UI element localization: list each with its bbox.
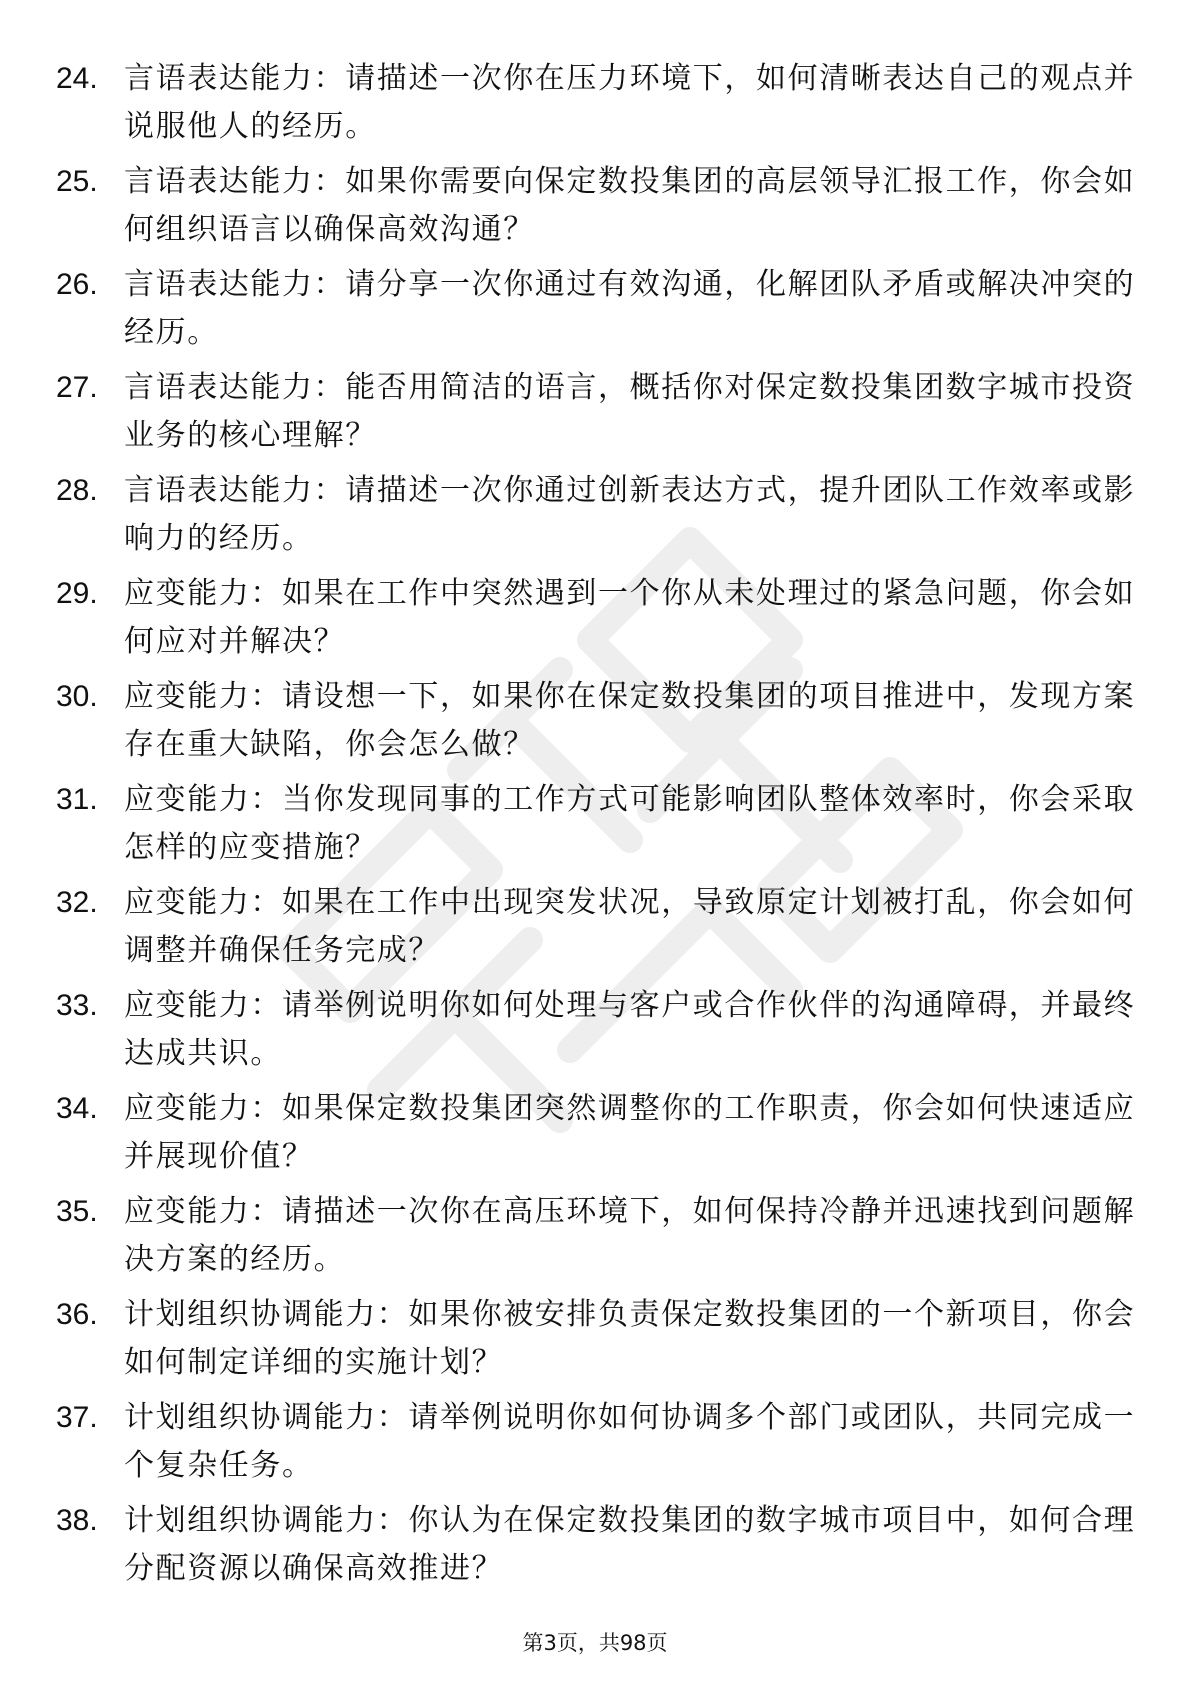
question-number: 33. <box>56 989 98 1022</box>
question-item <box>56 1085 1136 1188</box>
question-item <box>56 776 1136 879</box>
question-item <box>56 879 1136 982</box>
question-item <box>56 1394 1136 1497</box>
question-item <box>56 1188 1136 1291</box>
question-item <box>56 55 1136 158</box>
question-number: 34. <box>56 1092 98 1125</box>
question-text: 应变能力：请设想一下，如果你在保定数投集团的项目推进中，发现方案存在重大缺陷，你会怎么做？ <box>124 679 1136 762</box>
question-text: 言语表达能力：如果你需要向保定数投集团的高层领导汇报工作，你会如何组织语言以确保高效沟通？ <box>124 164 1136 247</box>
question-text: 言语表达能力：请描述一次你在压力环境下，如何清晰表达自己的观点并说服他人的经历。 <box>124 61 1136 144</box>
question-text: 计划组织协调能力：请举例说明你如何协调多个部门或团队，共同完成一个复杂任务。 <box>124 1400 1136 1483</box>
question-number: 24. <box>56 62 98 95</box>
question-item <box>56 570 1136 673</box>
question-item <box>56 261 1136 364</box>
question-text: 计划组织协调能力：你认为在保定数投集团的数字城市项目中，如何合理分配资源以确保高效推进？ <box>124 1503 1136 1586</box>
question-number: 35. <box>56 1195 98 1228</box>
question-number: 30. <box>56 680 98 713</box>
question-number: 25. <box>56 165 98 198</box>
question-number: 29. <box>56 577 98 610</box>
question-number: 32. <box>56 886 98 919</box>
question-number: 36. <box>56 1298 98 1331</box>
question-text: 应变能力：请描述一次你在高压环境下，如何保持冷静并迅速找到问题解决方案的经历。 <box>124 1194 1136 1277</box>
question-text: 应变能力：如果保定数投集团突然调整你的工作职责，你会如何快速适应并展现价值？ <box>124 1091 1136 1174</box>
question-number: 37. <box>56 1401 98 1434</box>
question-item <box>56 364 1136 467</box>
question-text: 应变能力：如果在工作中出现突发状况，导致原定计划被打乱，你会如何调整并确保任务完成？ <box>124 885 1136 968</box>
question-text: 应变能力：如果在工作中突然遇到一个你从未处理过的紧急问题，你会如何应对并解决？ <box>124 576 1136 659</box>
question-item <box>56 467 1136 570</box>
question-list <box>56 55 1136 1600</box>
question-item <box>56 1497 1136 1600</box>
question-text: 言语表达能力：能否用简洁的语言，概括你对保定数投集团数字城市投资业务的核心理解？ <box>124 370 1136 453</box>
question-item <box>56 158 1136 261</box>
question-number: 28. <box>56 474 98 507</box>
question-number: 38. <box>56 1504 98 1537</box>
question-text: 计划组织协调能力：如果你被安排负责保定数投集团的一个新项目，你会如何制定详细的实施计划？ <box>124 1297 1136 1380</box>
question-number: 31. <box>56 783 98 816</box>
question-number: 27. <box>56 371 98 404</box>
question-text: 应变能力：当你发现同事的工作方式可能影响团队整体效率时，你会采取怎样的应变措施？ <box>124 782 1136 865</box>
question-item <box>56 1291 1136 1394</box>
question-text: 言语表达能力：请分享一次你通过有效沟通，化解团队矛盾或解决冲突的经历。 <box>124 267 1136 350</box>
question-text: 应变能力：请举例说明你如何处理与客户或合作伙伴的沟通障碍，并最终达成共识。 <box>124 988 1136 1071</box>
question-item <box>56 982 1136 1085</box>
question-item <box>56 673 1136 776</box>
question-text: 言语表达能力：请描述一次你通过创新表达方式，提升团队工作效率或影响力的经历。 <box>124 473 1136 556</box>
page-footer: 第3页，共98页 <box>522 1631 668 1655</box>
question-number: 26. <box>56 268 98 301</box>
